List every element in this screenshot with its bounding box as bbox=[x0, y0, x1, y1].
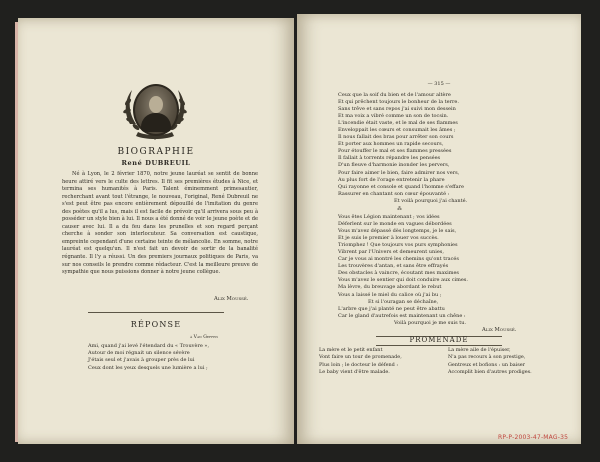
verse-line: Il fallait à torrents répandre les pensées bbox=[338, 155, 441, 162]
verse-line: Vous a laissé le miel du calice où j'ai bu ; bbox=[338, 291, 442, 298]
verse-line: Ami, quand j'ai levé l'étendard du « Trouvère », bbox=[88, 343, 210, 349]
verse-line: Car je vous ai montré les chemins qu'ont tracés bbox=[338, 256, 459, 263]
reponse-title: RÉPONSE bbox=[130, 320, 182, 329]
verse-line: Et qui prêchent toujours le bonheur de la terre. bbox=[338, 99, 459, 106]
reponse-verse bbox=[88, 343, 209, 372]
verse-line: Déferlent sur le monde en vagues débordées bbox=[338, 221, 452, 228]
verse-line: La mère et le petit enfant bbox=[319, 347, 383, 353]
verse-line: Autour de moi régnait un silence sévère bbox=[88, 350, 190, 357]
verse-line: Accomplit bien d'autres prodiges. bbox=[448, 368, 532, 375]
poem-stanza-2 bbox=[338, 214, 468, 327]
catalog-number: RP-P-2003-47-MAG-35 bbox=[498, 434, 569, 441]
verse-line: Pour étouffer le mal et ses flammes pressées bbox=[338, 148, 452, 155]
promenade-column-left bbox=[319, 347, 402, 376]
verse-line: Enveloppait les cœurs et consumait les âmes ; bbox=[338, 127, 456, 134]
verse-line: N'a pas recours à son prestige, bbox=[448, 354, 526, 361]
verse-line: Sans trêve et sans repos j'ai suivi mon dessein bbox=[338, 106, 456, 113]
portrait-medallion bbox=[120, 80, 190, 142]
verse-line: Vous m'avez le sentier qui doit conduire aux cimes. bbox=[338, 277, 468, 284]
divider bbox=[88, 312, 224, 313]
verse-line: Ceux que la soif du bien et de l'amour altère bbox=[338, 92, 451, 98]
verse-line: Et je suis le premier à louer vos succès. bbox=[338, 235, 439, 242]
stanza-separator-icon: ⁂ bbox=[397, 206, 403, 212]
verse-line: Ma lèvre, du breuvage abordant le rebut bbox=[338, 284, 442, 291]
portrait-photo bbox=[133, 84, 179, 136]
verse-line: Pour faire aimer le bien, faire admirer nos vers, bbox=[338, 169, 460, 176]
verse-line: D'un fleuve d'harmonie inonder les pervers, bbox=[338, 162, 450, 169]
verse-line: Il nous fallait des bras pour arrêter son cours bbox=[338, 134, 454, 141]
verse-line: Et voilà pourquoi j'ai chanté. bbox=[394, 197, 468, 204]
verse-line: Vous êtes Légion maintenant ; vos idées bbox=[338, 214, 440, 220]
biography-signature: Alix Moussé. bbox=[214, 296, 249, 302]
verse-line: Car le gland d'autrefois est maintenant un chêne : bbox=[338, 312, 466, 319]
verse-line: Des obstacles à vaincre, écoutant mes maximes bbox=[338, 270, 459, 277]
verse-line: Plus loin ; le docteur le défend : bbox=[319, 361, 399, 368]
verse-line: L'arbre que j'ai planté ne peut être abattu bbox=[338, 305, 445, 312]
verse-line: Le baby vient d'être malade. bbox=[319, 368, 390, 375]
promenade-title: PROMENADE bbox=[409, 336, 469, 344]
verse-line: Voilà pourquoi je me suis tu. bbox=[394, 319, 467, 326]
verse-line: J'étais seul et j'avais à grouper près de lui bbox=[88, 357, 195, 364]
biography-text bbox=[62, 171, 258, 277]
promenade-column-right bbox=[448, 347, 532, 376]
biography-title: BIOGRAPHIE bbox=[117, 147, 195, 157]
verse-line: Triomphez ! Que toujours vos purs symphonies bbox=[338, 242, 458, 249]
biography-name: René DUBREUIL bbox=[121, 159, 191, 167]
verse-line: Vous m'avez dépassé dès longtemps, je le sais, bbox=[338, 228, 457, 235]
page-number: — 315 — bbox=[427, 81, 451, 87]
reponse-dedication: à Van Geffen bbox=[190, 335, 219, 340]
poem-stanza-1 bbox=[338, 92, 467, 205]
verse-line: La mère aile de l'épuiser, bbox=[448, 347, 511, 353]
verse-line: Et si l'ouragan se déchaîne, bbox=[368, 298, 439, 305]
verse-line: Et porter aux hommes un rapide secours, bbox=[338, 141, 444, 148]
verse-line: Ceux dont les yeux desquels une lumière a lui ; bbox=[88, 364, 208, 371]
verse-line: Et ma voix a vibré comme un son de tocsin. bbox=[338, 113, 449, 120]
divider bbox=[376, 345, 502, 346]
verse-line: Les trouvères d'antan, et sans être effrayés bbox=[338, 263, 449, 270]
verse-line: Qui rayonne et console et quand l'homme s'effare bbox=[338, 183, 465, 190]
poem-signature: Alix Moussé. bbox=[482, 327, 517, 333]
verse-line: Vont faire un tour de promenade, bbox=[319, 354, 402, 361]
verse-line: Au plus fort de l'orage entretenir la phare bbox=[338, 176, 445, 183]
biography-paragraph: Né à Lyon, le 2 février 1870, notre jeune lauréat se sentit de bonne heure attiré vers le culte des lettres. Il fit ses premières études à Nice, et termina ses humanités à Paris. Talent éminemment primesautier, recherchant avant tout l'étrange, le nouveau, l'original, René Dubreuil ne s'est peut être pas encore entièrement dépouillé de l'imitation du genre des poètes qu'il a lus, mais il est facile de prévoir qu'il arrivera sous peu à posséder un style bien à lui. Il nous a été donné de voir le jeune poète et de causer avec lui. Il a du feu dans les prunelles et son regard perçant cherche à sonder son interlocuteur. Sa conversation est caustique, empreinte cependant d'une certaine teinte de mélancolie. En somme, notre lauréat est quelqu'un. Il n'est fait un devoir de sortir de la banalité régnante. Il l'y a réussi. Un des premiers journaux politiques de Paris, va sur nos conseils le prendre comme rédacteur. C'est la meilleure preuve de sympathie que nous puissions donner à notre jeune collègue. bbox=[62, 171, 258, 276]
verse-line: Gentreux et bofions : un baiser bbox=[448, 361, 525, 368]
verse-line: Rassurer en chantant son cœur épouvanté : bbox=[338, 190, 450, 197]
verse-line: L'incendie était vaste, et le mal de ses flammes bbox=[338, 120, 458, 127]
verse-line: Vibrent par l'Univers et demeurent unies, bbox=[338, 249, 444, 256]
